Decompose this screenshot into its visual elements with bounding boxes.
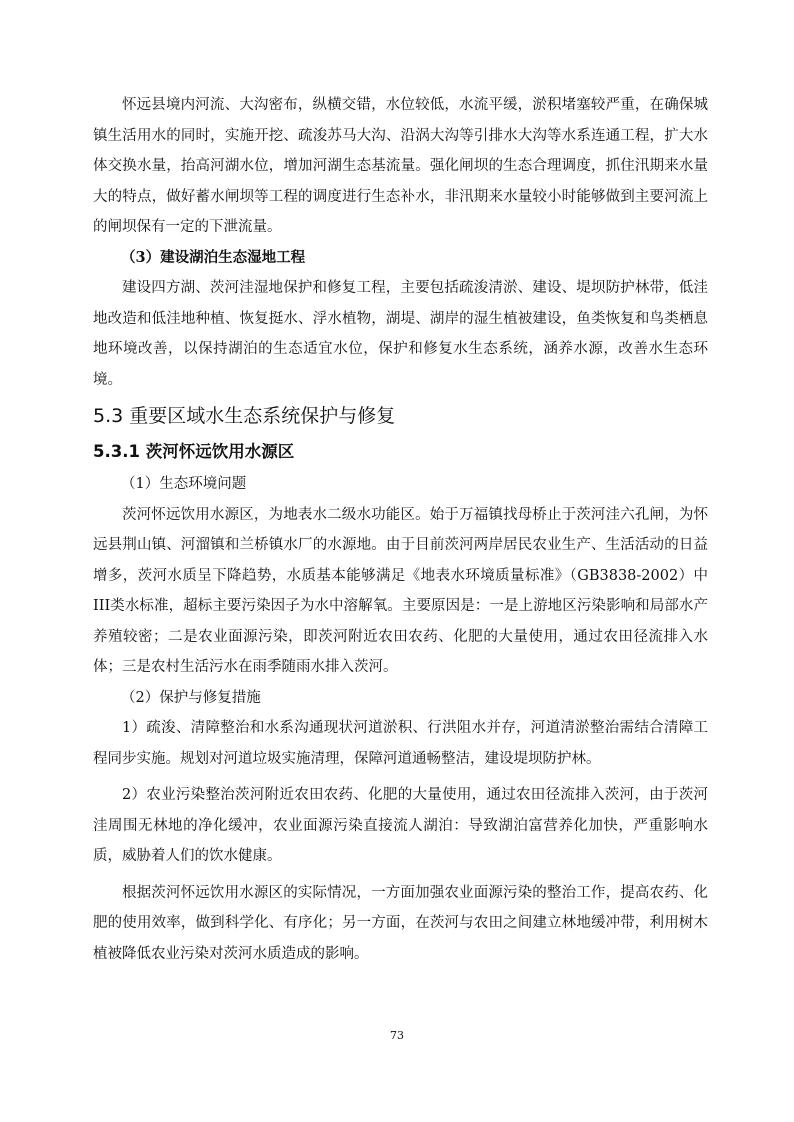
- subheading-eco-problems: （1）生态环境问题: [121, 476, 247, 492]
- paragraph-eco-problems: 茨河怀远饮用水源区，为地表水二级水功能区。始于万福镇找母桥止于茨河洼六孔闸，为怀远县荆山镇、河溜镇和兰桥镇水厂的水源地。由于目前茨河两岸居民农业生产、生活活动的日益增多，茨河水质呈下降趋势，水质基本能够满足《地表水环境质量标准》（GB3838-2002）中III类水标准，超标主要污染因子为水中溶解氧。主要原因是：一是上游地区污染影响和局部水产养殖较密；二是农业面源污染，即茨河附近农田农药、化肥的大量使用，通过农田径流排入水体；三是农村生活污水在雨季随雨水排入茨河。: [93, 506, 708, 675]
- paragraph-wetland-project: 建设四方湖、茨河洼湿地保护和修复工程，主要包括疏浚清淤、建设、堤坝防护林带，低洼地改造和低洼地种植、恢复挺水、浮水植物，湖堤、湖岸的湿生植被建设，鱼类恢复和鸟类栖息地环境改善，以保持湖泊的生态适宜水位，保护和修复水生态系统，涵养水源，改善水生态环境。: [93, 280, 708, 388]
- section-heading-5-3-1: 5.3.1 茨河怀远饮用水源区: [93, 442, 295, 461]
- paragraph-intro: 怀远县境内河流、大沟密布，纵横交错，水位较低，水流平缓，淤积堵塞较严重，在确保城镇生活用水的同时，实施开挖、疏浚苏马大沟、沿涡大沟等引排水大沟等水系连通工程，扩大水体交换水量，抬高河湖水位，增加河湖生态基流量。强化闸坝的生态合理调度，抓住汛期来水量大的特点，做好蓄水闸坝等工程的调度进行生态补水，非汛期来水量较小时能够做到主要河流上的闸坝保有一定的下泄流量。: [93, 97, 708, 235]
- section-heading-5-3: 5.3 重要区域水生态系统保护与修复: [93, 405, 396, 427]
- document-body: [93, 90, 708, 969]
- paragraph-measure-dredging: 1）疏浚、清障整治和水系沟通现状河道淤积、行洪阻水并存，河道清淤整治需结合清障工程同步实施。规划对河道垃圾实施清理，保障河道通畅整洁，建设堤坝防护林。: [93, 720, 708, 767]
- subheading-protection-measures: （2）保护与修复措施: [121, 689, 261, 706]
- page-number: 73: [390, 1029, 404, 1042]
- paragraph-measure-agriculture: 2）农业污染整治茨河附近农田农药、化肥的大量使用，通过农田径流排入茨河，由于茨河洼周围无林地的净化缓冲，农业面源污染直接流人湖泊：导致湖泊富营养化加快，严重影响水质，威胁着人们的饮水健康。: [93, 787, 708, 864]
- subheading-wetland-project: （3）建设湖泊生态湿地工程: [121, 248, 306, 266]
- paragraph-conclusion: 根据茨河怀远饮用水源区的实际情况，一方面加强农业面源污染的整治工作，提高农药、化肥的使用效率，做到科学化、有序化；另一方面，在茨河与农田之间建立林地缓冲带，利用树木植被降低农业污染对茨河水质造成的影响。: [93, 884, 708, 962]
